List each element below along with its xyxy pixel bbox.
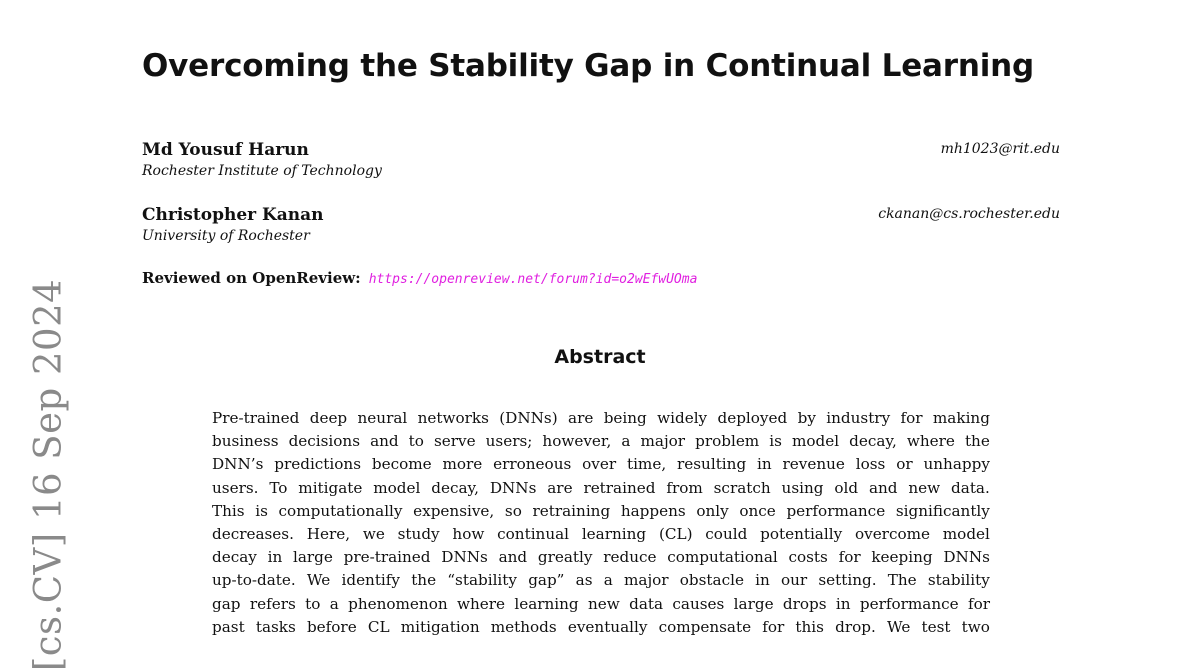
abstract-word: costs xyxy=(788,548,828,567)
abstract-word: learning xyxy=(514,594,579,613)
abstract-word: where xyxy=(456,594,505,613)
author-block-1 xyxy=(142,139,1060,181)
abstract-word: being xyxy=(603,409,647,427)
abstract-word: resulting xyxy=(677,455,747,474)
abstract-word: tasks xyxy=(255,617,296,636)
abstract-word: The xyxy=(887,571,917,590)
abstract-word: significantly xyxy=(895,501,990,520)
abstract-word: compensate xyxy=(658,617,752,636)
abstract-word: causes xyxy=(672,594,725,613)
abstract-word: erroneous xyxy=(493,455,572,474)
abstract-word: using xyxy=(781,478,824,497)
abstract-word: expensive, xyxy=(413,501,495,520)
abstract-word: deep xyxy=(309,409,348,427)
author-block-2 xyxy=(142,204,1060,246)
abstract-word: the xyxy=(411,571,437,590)
abstract-word: learning xyxy=(581,525,647,544)
abstract-word: decay xyxy=(212,548,257,567)
abstract-word: once xyxy=(739,501,776,520)
abstract-word: new xyxy=(588,594,620,613)
abstract-word: users. xyxy=(212,478,259,497)
author-affiliation: Rochester Institute of Technology xyxy=(142,163,382,179)
abstract-word: decisions xyxy=(288,432,361,451)
abstract-word: time, xyxy=(626,455,667,474)
abstract-line xyxy=(212,616,990,639)
abstract-word: continual xyxy=(497,525,570,544)
abstract-word: are xyxy=(568,409,594,427)
abstract-word: mitigation xyxy=(400,617,480,636)
author-name: Md Yousuf Harun xyxy=(142,140,309,160)
abstract-word: a xyxy=(329,594,339,613)
abstract-word: phenomenon xyxy=(348,594,448,613)
abstract-word: Here, xyxy=(306,525,351,544)
abstract-word: for xyxy=(900,409,923,427)
abstract-word: for xyxy=(762,617,785,636)
abstract-word: computationally xyxy=(278,501,403,520)
abstract-word: (DNNs) xyxy=(499,409,558,427)
paper-title: Overcoming the Stability Gap in Continual Learning xyxy=(142,48,1034,84)
abstract-word: This xyxy=(212,501,245,520)
abstract-word: a xyxy=(621,432,631,451)
abstract-word: up-to-date. xyxy=(212,571,296,590)
abstract-word: more xyxy=(442,455,483,474)
abstract-word: how xyxy=(452,525,485,544)
abstract-word: serve xyxy=(433,432,476,451)
review-label: Reviewed on OpenReview: xyxy=(142,269,361,287)
abstract-word: happens xyxy=(620,501,686,520)
abstract-word: model xyxy=(373,478,421,497)
abstract-word: overcome xyxy=(854,525,930,544)
abstract-word: this xyxy=(795,617,824,636)
abstract-word: for xyxy=(967,594,990,613)
author-affiliation: University of Rochester xyxy=(142,228,310,244)
abstract-word: where xyxy=(906,432,955,451)
abstract-word: pre-trained xyxy=(343,548,431,567)
abstract-word: new xyxy=(908,478,941,497)
author-email: mh1023@rit.edu xyxy=(940,141,1060,157)
abstract-word: revenue xyxy=(782,455,845,474)
abstract-line xyxy=(212,453,990,476)
abstract-word: before xyxy=(306,617,357,636)
abstract-line xyxy=(212,546,990,569)
abstract-word: the xyxy=(964,432,990,451)
abstract-line xyxy=(212,407,990,430)
abstract-word: become xyxy=(371,455,432,474)
abstract-word: could xyxy=(705,525,748,544)
abstract-word: We xyxy=(886,617,911,636)
arxiv-stamp-text: [cs.CV] 16 Sep 2024 xyxy=(26,278,70,671)
abstract-word: however, xyxy=(542,432,612,451)
abstract-word: in xyxy=(757,455,772,474)
abstract-word: major xyxy=(623,571,669,590)
abstract-word: greatly xyxy=(537,548,593,567)
abstract-word: or xyxy=(896,455,913,474)
abstract-word: as xyxy=(575,571,593,590)
abstract-word: is xyxy=(769,432,782,451)
abstract-word: neural xyxy=(357,409,408,427)
abstract-word: large xyxy=(293,548,333,567)
abstract-word: problem xyxy=(695,432,760,451)
abstract-word: reduce xyxy=(603,548,657,567)
abstract-word: DNNs xyxy=(441,548,488,567)
abstract-word: keeping xyxy=(871,548,933,567)
abstract-word: performance xyxy=(786,501,886,520)
abstract-word: a xyxy=(603,571,613,590)
abstract-word: from xyxy=(666,478,703,497)
abstract-word: for xyxy=(838,548,861,567)
abstract-word: decay, xyxy=(431,478,479,497)
abstract-word: refers xyxy=(249,594,296,613)
abstract-word: computational xyxy=(667,548,778,567)
abstract-word: our xyxy=(780,571,808,590)
abstract-word: in xyxy=(755,571,770,590)
abstract-word: widely xyxy=(657,409,708,427)
abstract-word: setting. xyxy=(818,571,877,590)
openreview-link[interactable]: https://openreview.net/forum?id=o2wEfwUOma xyxy=(368,272,698,287)
abstract-word: decay, xyxy=(849,432,897,451)
abstract-word: eventually xyxy=(567,617,648,636)
abstract-line xyxy=(212,430,990,453)
abstract-word: large xyxy=(733,594,774,613)
abstract-word: Pre-trained xyxy=(212,409,300,427)
abstract-word: networks xyxy=(417,409,489,427)
abstract-word: by xyxy=(797,409,816,427)
abstract-word: making xyxy=(932,409,990,427)
abstract-word: so xyxy=(504,501,522,520)
abstract-word: decreases. xyxy=(212,525,294,544)
abstract-word: deployed xyxy=(717,409,788,427)
abstract-word: in xyxy=(267,548,283,567)
abstract-word: drops xyxy=(782,594,827,613)
abstract-word: to xyxy=(408,432,424,451)
abstract-word: obstacle xyxy=(679,571,744,590)
abstract-word: in xyxy=(835,594,851,613)
abstract-word: retrained xyxy=(583,478,656,497)
abstract-word: stability xyxy=(927,571,990,590)
author-name: Christopher Kanan xyxy=(142,205,324,225)
abstract-line xyxy=(212,569,990,592)
abstract-word: data xyxy=(629,594,664,613)
abstract-word: and xyxy=(498,548,528,567)
abstract-word: loss xyxy=(855,455,886,474)
abstract-word: methods xyxy=(490,617,557,636)
abstract-word: model xyxy=(942,525,990,544)
abstract-word: are xyxy=(547,478,573,497)
abstract-word: drop. xyxy=(835,617,876,636)
abstract-word: industry xyxy=(826,409,891,427)
abstract-word: past xyxy=(212,617,245,636)
abstract-word: and xyxy=(868,478,898,497)
abstract-word: gap xyxy=(212,594,241,613)
abstract-word: major xyxy=(640,432,686,451)
abstract-word: We xyxy=(306,571,331,590)
abstract-line xyxy=(212,593,990,616)
abstract-word: old xyxy=(834,478,859,497)
abstract-word: gap” xyxy=(528,571,565,590)
abstract-word: over xyxy=(582,455,617,474)
abstract-word: model xyxy=(791,432,840,451)
abstract-word: (CL) xyxy=(658,525,693,544)
abstract-word: study xyxy=(397,525,440,544)
abstract-word: and xyxy=(370,432,399,451)
abstract-word: is xyxy=(255,501,268,520)
abstract-word: retraining xyxy=(532,501,611,520)
abstract-line xyxy=(212,477,990,500)
abstract-word: we xyxy=(362,525,385,544)
abstract-word: business xyxy=(212,432,279,451)
abstract-word: unhappy xyxy=(923,455,990,474)
abstract-word: DNNs xyxy=(489,478,537,497)
abstract-word: users; xyxy=(485,432,533,451)
abstract-word: identify xyxy=(341,571,400,590)
abstract-line xyxy=(212,500,990,523)
abstract-word: CL xyxy=(367,617,390,636)
abstract-word: mitigate xyxy=(298,478,363,497)
abstract-word: “stability xyxy=(447,571,517,590)
abstract-word: only xyxy=(696,501,729,520)
review-line xyxy=(142,269,697,288)
author-email: ckanan@cs.rochester.edu xyxy=(878,206,1060,222)
abstract-line xyxy=(212,523,990,546)
abstract-word: performance xyxy=(859,594,959,613)
abstract-word: to xyxy=(305,594,321,613)
abstract-word: To xyxy=(269,478,288,497)
abstract-body xyxy=(212,407,990,639)
abstract-word: potentially xyxy=(760,525,843,544)
abstract-word: two xyxy=(961,617,990,636)
abstract-word: DNN’s xyxy=(212,455,264,474)
abstract-word: data. xyxy=(951,478,990,497)
abstract-word: predictions xyxy=(274,455,361,474)
abstract-word: scratch xyxy=(713,478,771,497)
abstract-word: DNNs xyxy=(943,548,990,567)
abstract-heading: Abstract xyxy=(554,346,646,368)
abstract-word: test xyxy=(921,617,951,636)
